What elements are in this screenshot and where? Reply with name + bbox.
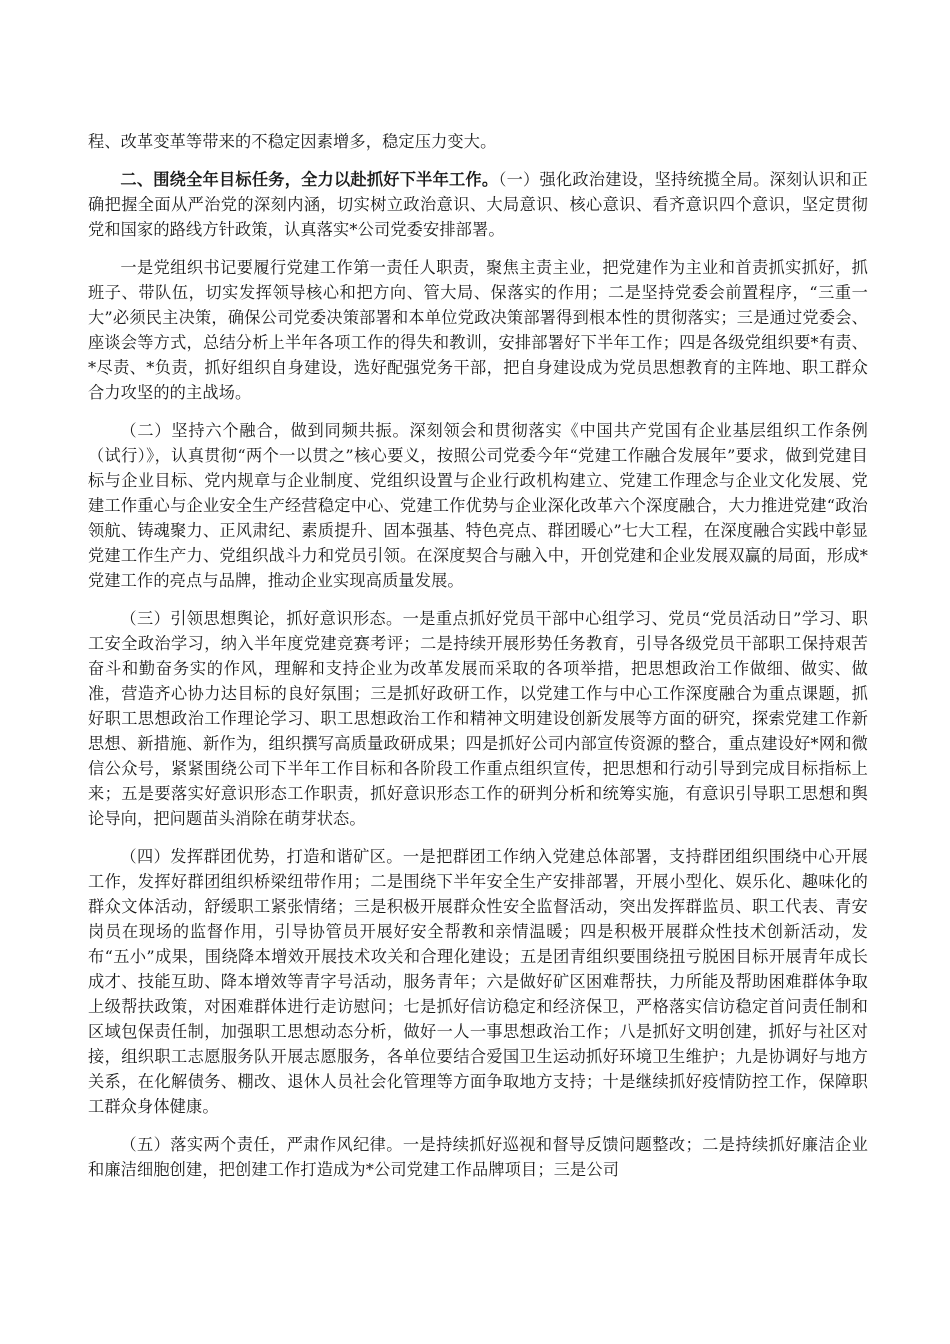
paragraph-text: （三）引领思想舆论，抓好意识形态。一是重点抓好党员干部中心组学习、党员“党员活动日”学习、职工安全政治学习，纳入半年度党建竞赛考评；二是持续开展形势任务教育，引导各级党员干部职工保持艰苦奋斗和勤奋务实的作风，理解和支持企业为改革发展而采取的各项举措，把思想政治工作做细、做实、做准，营造齐心协力达目标的良好氛围；三是抓好政研工作，以党建工作与中心工作深度融合为重点课题，抓好职工思想政治工作理论学习、职工思想政治工作和精神文明建设创新发展等方面的研究，探索党建工作新思想、新措施、新作为，组织撰写高质量政研成果；四是抓好公司内部宣传资源的整合，重点建设好*网和微信公众号，紧紧围绕公司下半年工作目标和各阶段工作重点组织宣传，把思想和行动引导到完成目标指标上来；五是要落实好意识形态工作职责，抓好意识形态工作的研判分析和统筹实施，有意识引导职工思想和舆论导向，把问题苗头消除在萌芽状态。 bbox=[88, 609, 868, 828]
document-body bbox=[88, 120, 868, 1195]
section-two-paragraph bbox=[88, 167, 868, 242]
paragraph-text: （二）坚持六个融合，做到同频共振。深刻领会和贯彻落实《中国共产党国有企业基层组织工作条例（试行）》，认真贯彻“两个一以贯之”核心要义，按照公司党委今年“党建工作融合发展年”要求，做到党建目标与企业目标、党内规章与企业制度、党组织设置与企业行政机构建立、党建工作理念与企业文化发展、党建工作重心与企业安全生产经营稳定中心、党建工作优势与企业深化改革六个深度融合，大力推进党建“政治领航、铸魂聚力、正风肃纪、素质提升、固本强基、特色亮点、群团暖心”七大工程，在深度融合实践中彰显党建工作生产力、党组织战斗力和党员引领。在深度契合与融入中，开创党建和企业发展双赢的局面，形成*党建工作的亮点与品牌，推动企业实现高质量发展。 bbox=[88, 421, 868, 590]
paragraph-two-responsibilities bbox=[88, 1132, 868, 1182]
paragraph-text: （一）强化政治建设，坚持统揽全局。深刻认识和正确把握全面从严治党的深刻内涵，切实树立政治意识、大局意识、核心意识、看齐意识四个意识，坚定贯彻党和国家的路线方针政策，认真落实*公司党委安排部署。 bbox=[88, 170, 868, 239]
paragraph-text: （五）落实两个责任，严肃作风纪律。一是持续抓好巡视和督导反馈问题整改；二是持续抓好廉洁企业和廉洁细胞创建，把创建工作打造成为*公司党建工作品牌项目；三是公司 bbox=[88, 1135, 868, 1179]
paragraph-continuation bbox=[88, 129, 868, 154]
paragraph-text: 程、改革变革等带来的不稳定因素增多，稳定压力变大。 bbox=[88, 132, 497, 151]
paragraph-text: （四）发挥群团优势，打造和谐矿区。一是把群团工作纳入党建总体部署，支持群团组织围绕中心开展工作，发挥好群团组织桥梁纽带作用；二是围绕下半年安全生产安排部署，开展小型化、娱乐化、趣味化的群众文体活动，舒缓职工紧张情绪；三是积极开展群众性安全监督活动，突出发挥群监员、职工代表、青安岗员在现场的监督作用，引导协管员开展好安全帮教和亲情温暖；四是积极开展群众性技术创新活动，发布“五小”成果，围绕降本增效开展技术攻关和合理化建设；五是团青组织要围绕扭亏脱困目标开展青年成长成才、技能互助、降本增效等青字号活动，服务青年；六是做好矿区困难帮扶，力所能及帮助困难群体争取上级帮扶政策，对困难群体进行走访慰问；七是抓好信访稳定和经济保卫，严格落实信访稳定首问责任制和区域包保责任制，加强职工思想动态分析，做好一人一事思想政治工作；八是抓好文明创建，抓好与社区对接，组织职工志愿服务队开展志愿服务，各单位要结合爱国卫生运动抓好环境卫生维护；九是协调好与地方关系，在化解债务、棚改、退休人员社会化管理等方面争取地方支持；十是继续抓好疫情防控工作，保障职工群众身体健康。 bbox=[88, 847, 868, 1116]
paragraph-mass-organizations bbox=[88, 844, 868, 1119]
paragraph-text: 一是党组织书记要履行党建工作第一责任人职责，聚焦主责主业，把党建作为主业和首责抓实抓好，抓班子、带队伍，切实发挥领导核心和把方向、管大局、保落实的作用；二是坚持党委会前置程序，“三重一大”必须民主决策，确保公司党委决策部署和本单位党政决策部署得到根本性的贯彻落实；三是通过党委会、座谈会等方式，总结分析上半年各项工作的得失和教训，安排部署好下半年工作；四是各级党组织要*有责、*尽责、*负责，抓好组织自身建设，选好配强党务干部，把自身建设成为党员思想教育的主阵地、职工群众合力攻坚的的主战场。 bbox=[88, 258, 868, 402]
section-heading: 二、围绕全年目标任务，全力以赴抓好下半年工作。 bbox=[120, 170, 499, 189]
paragraph-six-integrations bbox=[88, 418, 868, 593]
paragraph-party-responsibility bbox=[88, 255, 868, 405]
paragraph-ideology bbox=[88, 606, 868, 831]
